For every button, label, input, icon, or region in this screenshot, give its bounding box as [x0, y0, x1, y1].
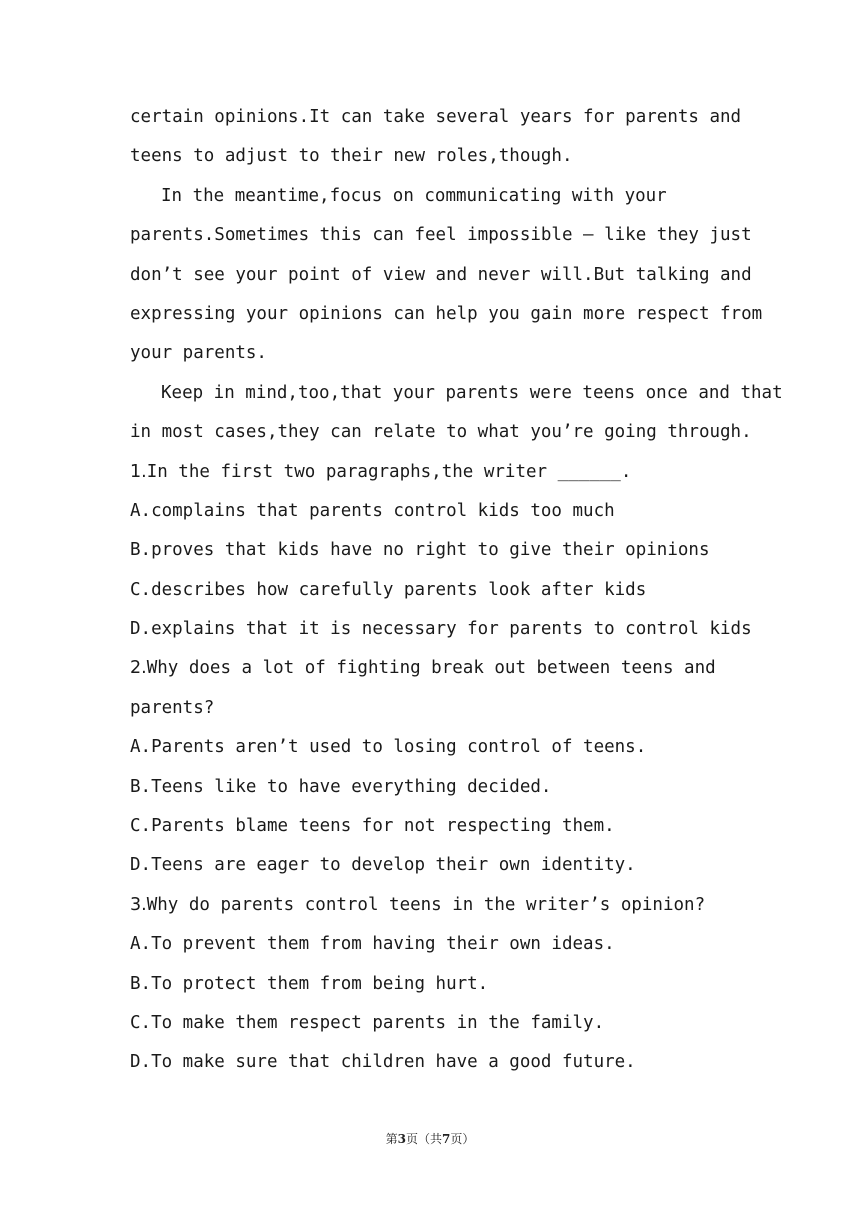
passage-line: Keep in mind,too,that your parents were teens once and that [161, 382, 783, 403]
passage-line: parents.Sometimes this can feel impossible — like they just [130, 225, 752, 246]
answer-option: A.To prevent them from having their own ideas. [130, 934, 615, 955]
answer-option: C.describes how carefully parents look after kids [130, 579, 647, 600]
question-text: In the first two paragraphs,the writer ______. [146, 461, 632, 482]
page-footer [0, 1130, 860, 1147]
document-body [130, 98, 783, 1083]
answer-option: C.To make them respect parents in the family. [130, 1012, 605, 1033]
question-number: 2. [130, 658, 147, 679]
footer-suffix: 页） [450, 1132, 475, 1146]
answer-option: B.Teens like to have everything decided. [130, 776, 552, 797]
footer-prefix: 第 [385, 1132, 398, 1146]
question-stem [130, 453, 740, 492]
passage-line: don’t see your point of view and never will.But talking and [130, 264, 752, 285]
answer-option: D.explains that it is necessary for parents to control kids [130, 619, 752, 640]
answer-option: B.To protect them from being hurt. [130, 973, 489, 994]
passage-line: certain opinions.It can take several years for parents and [130, 107, 742, 127]
passage-line: in most cases,they can relate to what you’re going through. [130, 422, 752, 443]
question-text-continued: parents? [130, 697, 215, 718]
question-text: Why does a lot of fighting break out between teens and [146, 658, 716, 679]
passage-line: your parents. [130, 343, 267, 364]
footer-page-number: 3 [397, 1132, 406, 1146]
footer-total-pages: 7 [442, 1132, 451, 1146]
answer-option: D.Teens are eager to develop their own identity. [130, 855, 636, 876]
footer-middle: 页（共 [405, 1132, 442, 1146]
answer-option: A.Parents aren’t used to losing control of teens. [130, 737, 647, 758]
passage-line: expressing your opinions can help you gain more respect from [130, 303, 763, 324]
question-text: Why do parents control teens in the writer’s opinion? [146, 894, 706, 915]
question-stem [130, 649, 740, 688]
answer-option: A.complains that parents control kids too much [130, 500, 615, 521]
passage-line: In the meantime,focus on communicating with your [161, 185, 667, 206]
answer-option: B.proves that kids have no right to give their opinions [130, 540, 710, 561]
question-number: 3. [130, 894, 147, 915]
question-stem [130, 886, 740, 925]
answer-option: C.Parents blame teens for not respecting them. [130, 816, 615, 837]
question-number: 1. [130, 461, 147, 482]
passage-line: teens to adjust to their new roles,though. [130, 146, 573, 167]
answer-option: D.To make sure that children have a good future. [130, 1052, 636, 1073]
